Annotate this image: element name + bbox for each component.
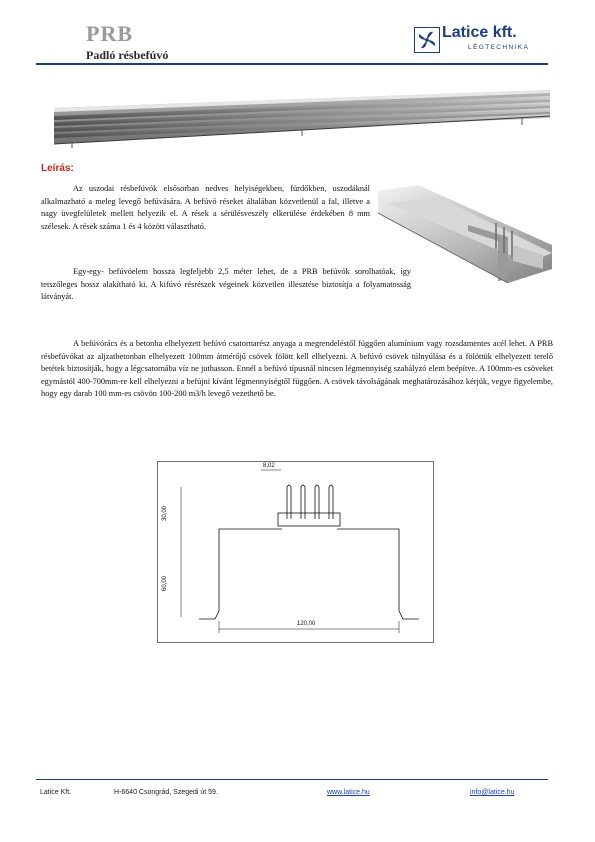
logo-name: Latice kft. <box>442 24 517 41</box>
dim-top-label: 30,00 <box>162 505 168 521</box>
paragraph-3: A befúvórács és a betonba elhelyezett befúvó csatornarész anyaga a megrendeléstől függően alumínium vagy rozsdamentes acél lehet. A PRB résbefúvókat az aljzatbetonban elhelyezett 100mm átmérőjű csövek fölött kell elhelyezni. A befúvó csövek túlnyúlása és a fölöttük elhelyezett terelő betétek biztosítják, hogy a légcsatornába víz ne juthasson. Ennél a befúvó típusnál nincsen légmennyiség szabályzó elem beépítve. A 100mm-es csöveket egymástól 400-700mm-re kell elhelyezni a befújni kívánt légmennyiségtől függően. A csövek távolságának meghatározásához kérjük, vegye figyelembe, hogy egy darab 100 mm-es csövön 100-200 m3/h levegő vezethető be. <box>41 339 553 399</box>
page-subtitle: Padló résbefúvó <box>86 48 169 62</box>
header-rule <box>36 63 548 65</box>
paragraph-2: Egy-egy- befúvóelem hossza legfeljebb 2,5 méter lehet, de a PRB befúvók sorolhatóak, így tetszőleges hossz alakítható ki. A kifúvó résrészek végeinek közvetlen illesztése biztosítja a folyamatosság látványát. <box>41 267 411 302</box>
dim-side-label: 60,00 <box>162 575 168 591</box>
grille-photo <box>52 78 552 150</box>
cross-section-drawing <box>157 461 434 643</box>
logo-tagline: LÉGTECHNIKA <box>468 44 530 51</box>
footer-email-link[interactable]: info@latice.hu <box>470 789 515 796</box>
fan-icon <box>414 27 440 53</box>
footer-company: Latice Kft. <box>40 789 72 796</box>
footer-rule <box>36 779 548 780</box>
dim-slot-label: 8,02 <box>263 463 275 469</box>
paragraph-1: Az uszodai résbefúvók elsősorban nedves helyiségekben, fürdőkben, uszodáknál alkalmazható a meleg levegő befúvására. A befúvó réseket általában közvetlenül a fal, illetve a nagy üvegfelületek mellett helyezik el. A rések a sérülésveszély elkerülése érdekében 8 mm szélesek. A rések száma 1 és 4 között választható. <box>41 184 370 231</box>
dim-width-label: 120,00 <box>297 621 316 627</box>
section-heading: Leírás: <box>41 163 74 174</box>
page-title: PRB <box>86 21 133 46</box>
footer-web-link[interactable]: www.latice.hu <box>327 789 370 796</box>
company-logo <box>414 24 546 57</box>
footer-address: H-6640 Csongrád, Szegedi út 59. <box>114 789 218 796</box>
